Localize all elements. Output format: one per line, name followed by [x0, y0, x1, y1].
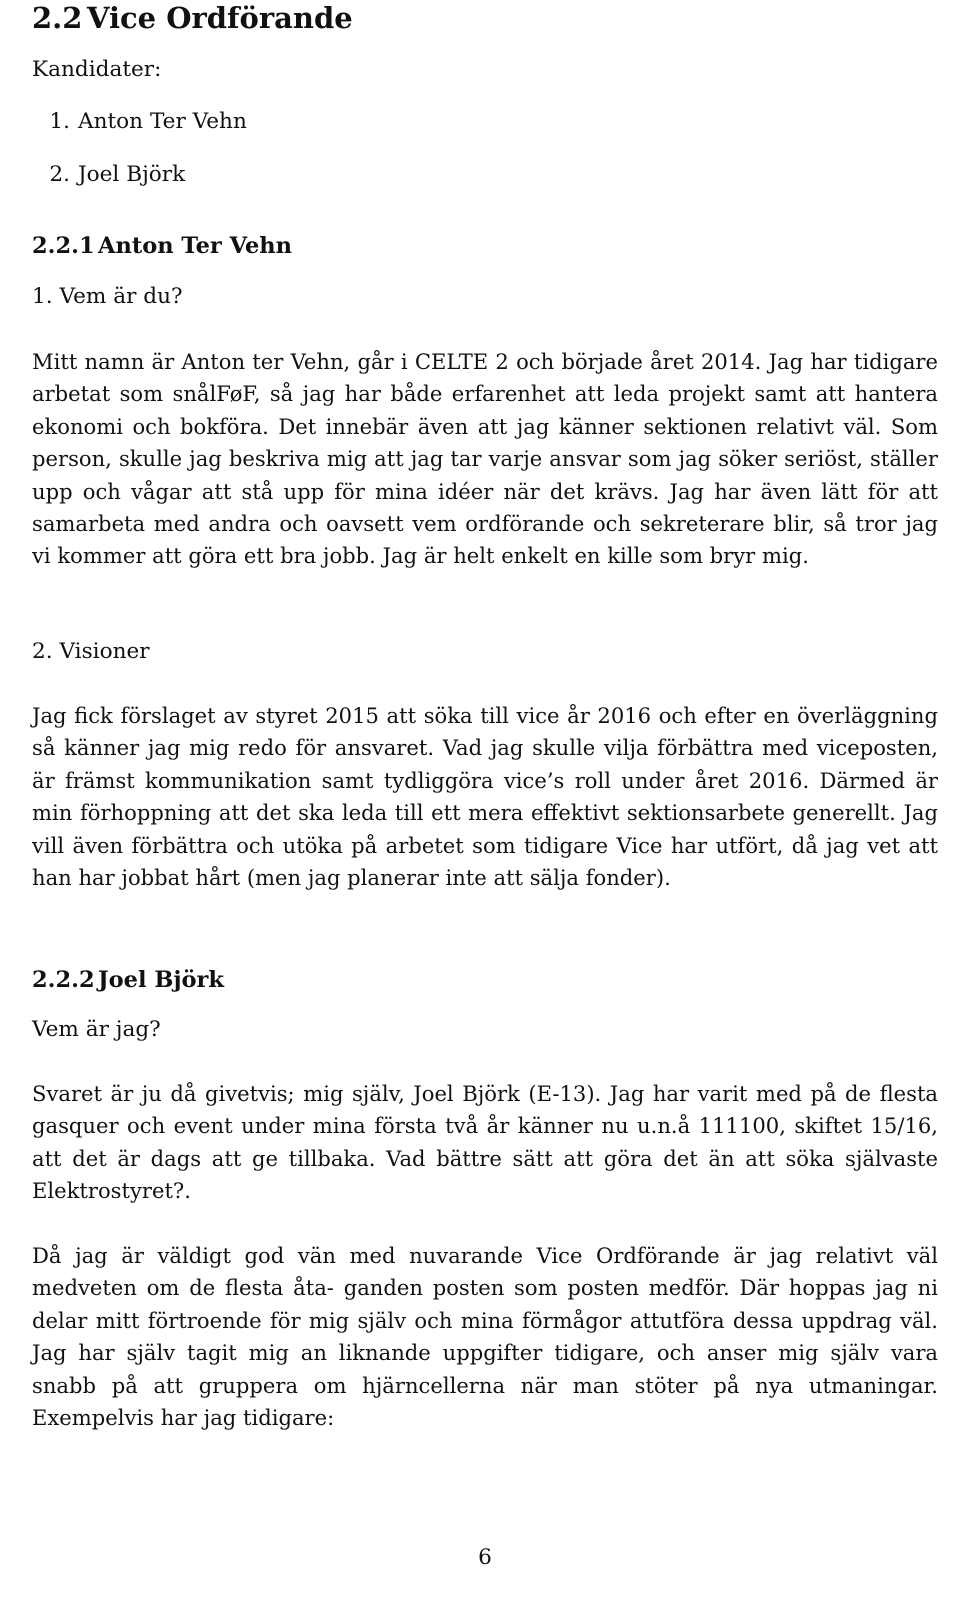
subsection-heading-joel — [32, 964, 224, 996]
question-who-are-you: 1. Vem är du? — [32, 284, 183, 309]
candidate-item — [32, 159, 185, 191]
section-heading — [32, 0, 353, 36]
candidates-label: Kandidater: — [32, 57, 162, 82]
candidate-name: Anton Ter Vehn — [78, 109, 247, 134]
section-number: 2.2 — [32, 1, 83, 35]
candidate-number: 2. — [49, 162, 70, 187]
subsection-number: 2.2.1 — [32, 233, 95, 259]
anton-visions-paragraph: Jag fick förslaget av styret 2015 att söka till vice år 2016 och efter en överläggning så känner jag mig redo för ansvaret. Vad jag skulle vilja förbättra med viceposten, är främst kommunikation samt tydliggöra vice’s roll under året 2016. Därmed är min förhoppning att det ska leda till ett mera effektivt sektionsarbete generellt. Jag vill även förbättra och utöka på arbetet som tidigare Vice har utfört, då jag vet att han har jobbat hårt (men jag planerar inte att sälja fonder). — [32, 703, 938, 891]
anton-intro-paragraph: Mitt namn är Anton ter Vehn, går i CELTE 2 och började året 2014. Jag har tidigare arbetat som snålFøF, så jag har både erfarenhet att leda projekt samt att hantera ekonomi och bokföra. Det innebär även att jag känner sektionen relativt väl. Som person, skulle jag beskriva mig att jag tar varje ansvar som jag söker seriöst, ställer upp och vågar att stå upp för mina idéer när det krävs. Jag har även lätt för att samarbeta med andra och oavsett vem ordförande och sekreterare blir, så tror jag vi kommer att göra ett bra jobb. Jag är helt enkelt en kille som bryr mig. — [32, 349, 938, 569]
joel-experience-paragraph: Då jag är väldigt god vän med nuvarande Vice Ordförande är jag relativt väl medveten om de flesta åta- ganden posten som posten medför. Där hoppas jag ni delar mitt förtroende för mig själv och mina förmågor attutföra dessa uppdrag väl. Jag har själv tagit mig an liknande uppgifter tidigare, och anser mig själv vara snabb på att gruppera om hjärncellerna när man stöter på nya utmaningar. Exempelvis har jag tidigare: — [32, 1243, 938, 1431]
page-number: 6 — [478, 1545, 492, 1570]
question-who-am-i: Vem är jag? — [32, 1017, 161, 1042]
joel-intro-paragraph: Svaret är ju då givetvis; mig själv, Joel Björk (E-13). Jag har varit med på de flesta gasquer och event under mina första två år känner nu u.n.å 111100, skiftet 15/16, att det är dags att ge tillbaka. Vad bättre sätt att göra det än att söka självaste Elektrostyret?. — [32, 1081, 938, 1204]
candidate-name: Joel Björk — [78, 162, 186, 187]
candidate-number: 1. — [49, 109, 70, 134]
subsection-number: 2.2.2 — [32, 967, 95, 993]
subsection-title: Anton Ter Vehn — [98, 233, 292, 259]
section-title: Vice Ordförande — [87, 1, 353, 35]
subsection-title: Joel Björk — [98, 967, 224, 993]
subsection-heading-anton — [32, 230, 292, 262]
candidate-item — [32, 106, 247, 138]
question-visions: 2. Visioner — [32, 639, 150, 664]
